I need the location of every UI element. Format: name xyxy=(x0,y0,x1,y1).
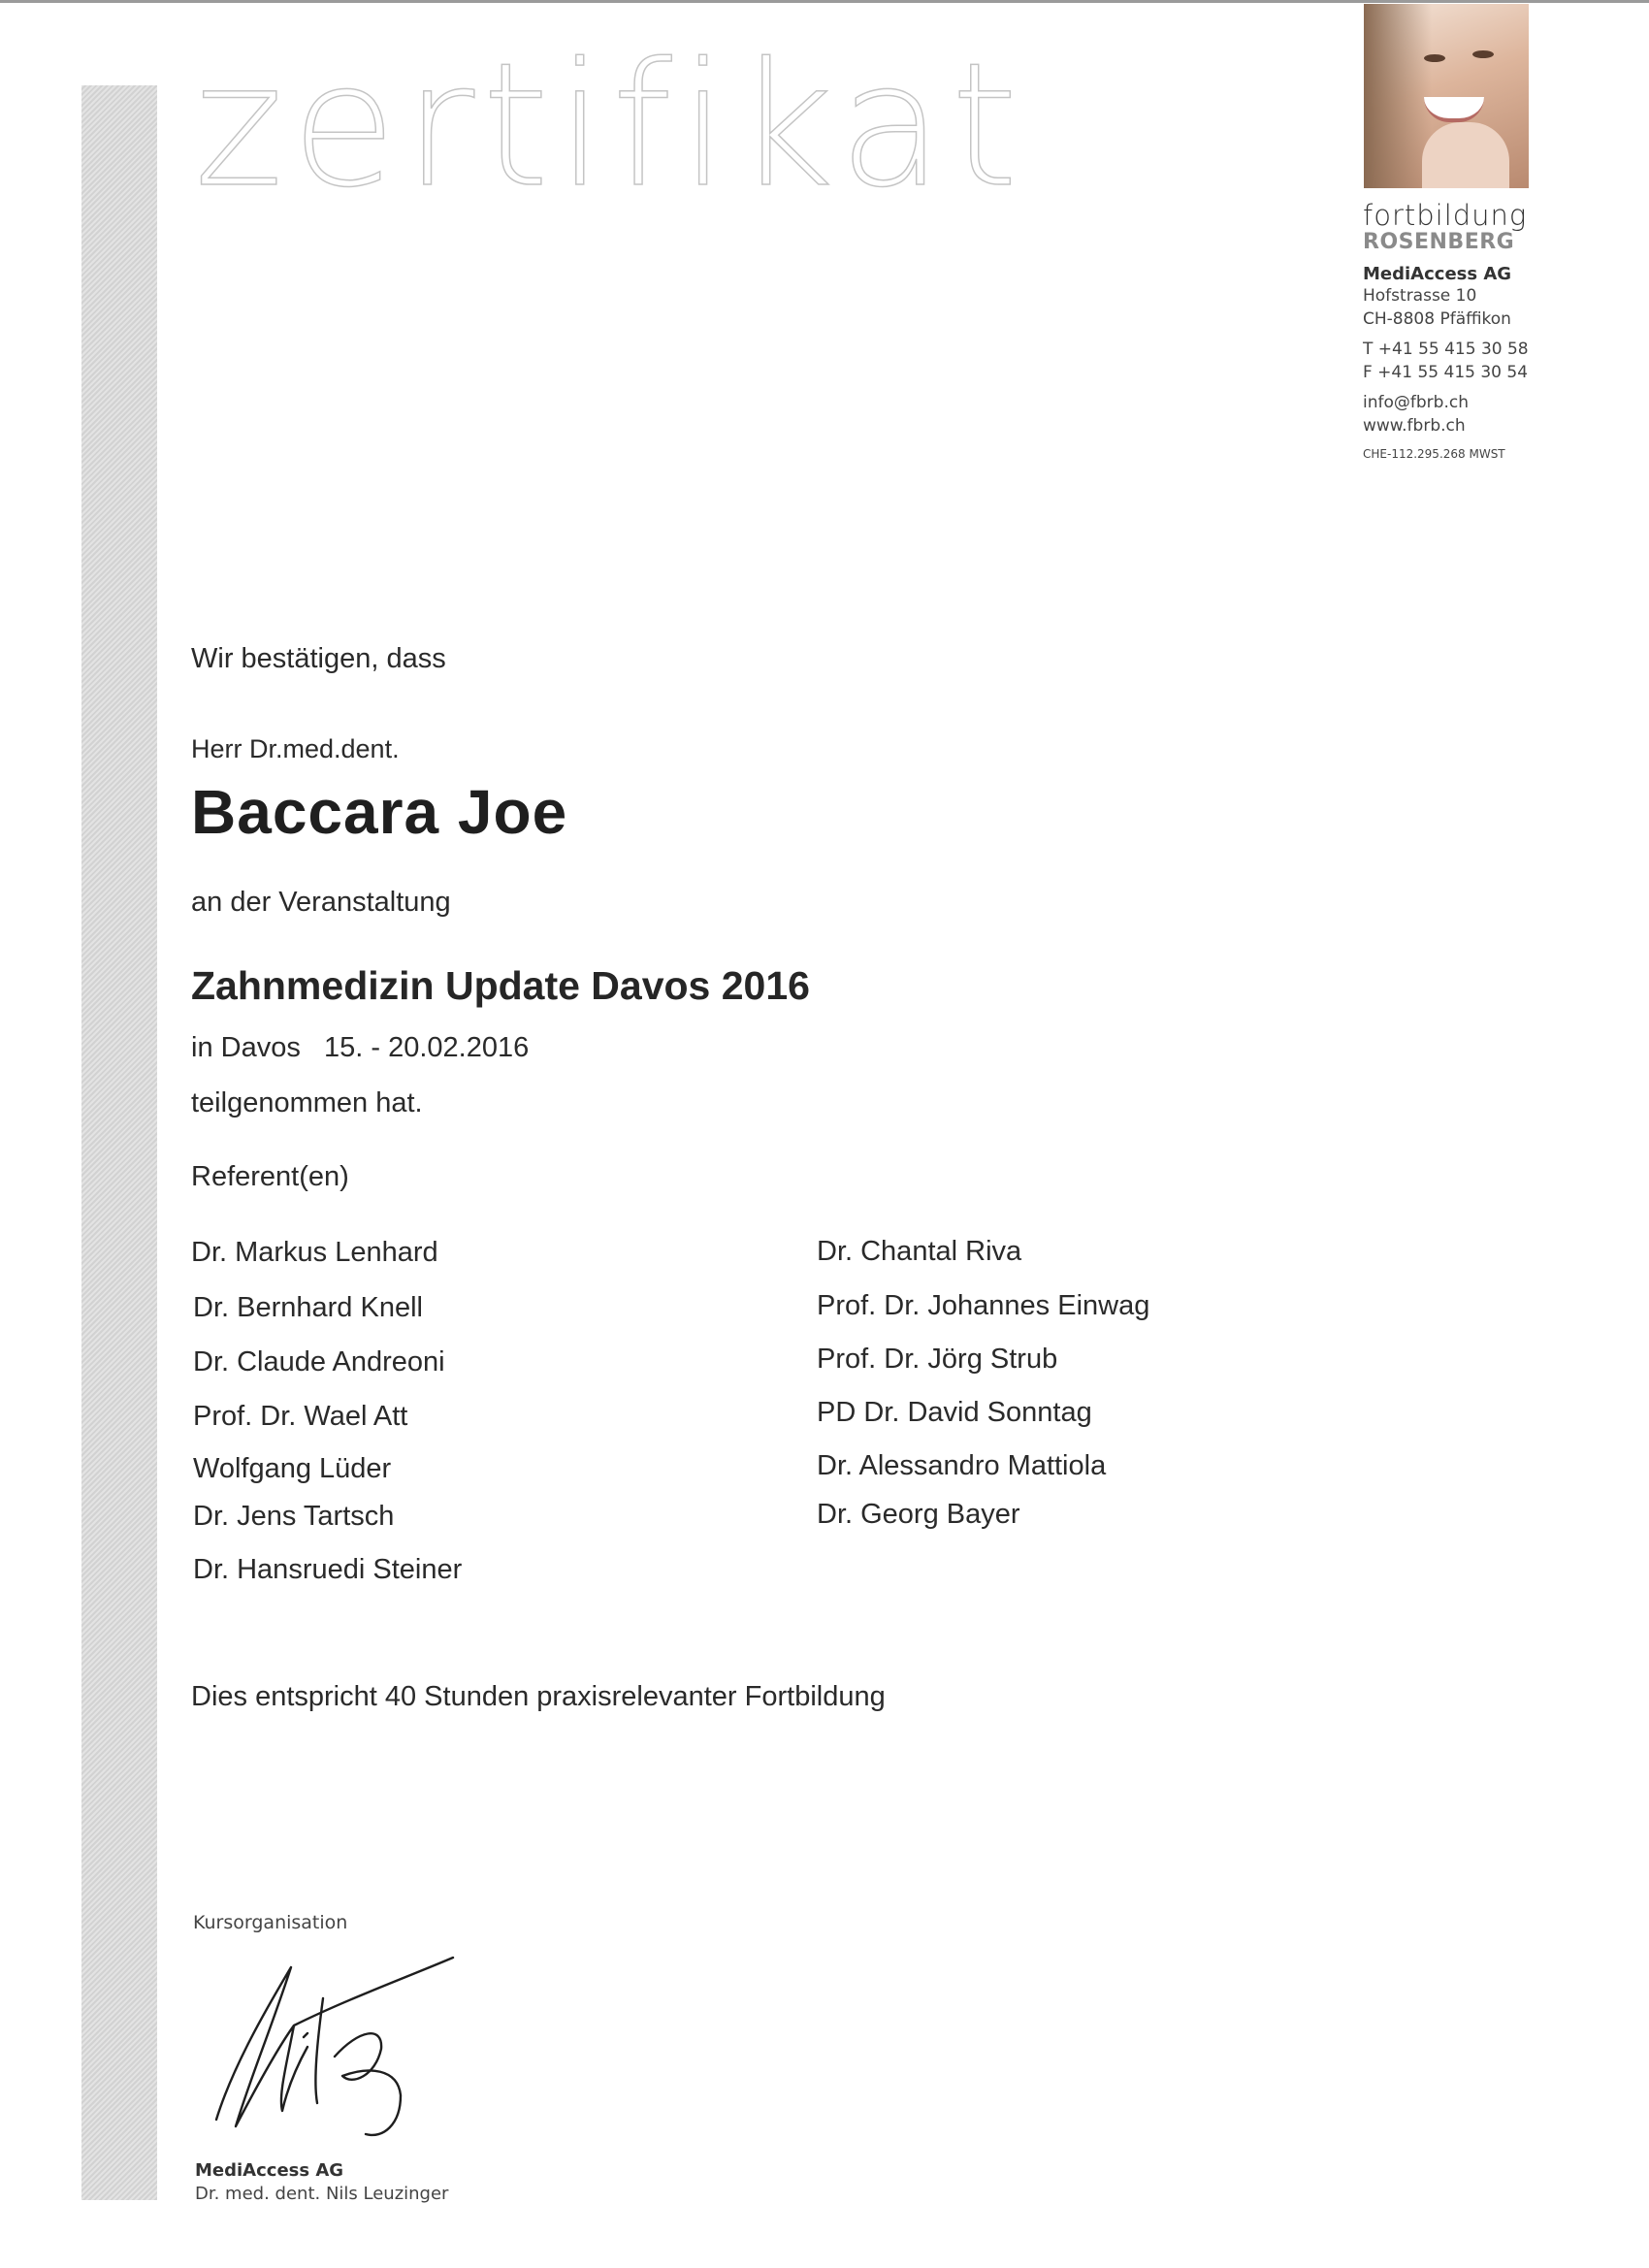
org-website: www.fbrb.ch xyxy=(1363,416,1466,437)
org-fax: F +41 55 415 30 54 xyxy=(1363,363,1529,383)
org-vat: CHE-112.295.268 MWST xyxy=(1363,447,1505,462)
organization-block xyxy=(1363,199,1557,462)
page-top-edge xyxy=(0,0,1649,3)
brand-line-2: ROSENBERG xyxy=(1363,230,1515,254)
speaker-left-7: Dr. Hansruedi Steiner xyxy=(193,1554,463,1585)
attended-text: teilgenommen hat. xyxy=(191,1087,423,1118)
org-city: CH-8808 Pfäffikon xyxy=(1363,309,1511,330)
signature-name: Dr. med. dent. Nils Leuzinger xyxy=(195,2184,449,2204)
speaker-right-5: Dr. Alessandro Mattiola xyxy=(817,1450,1107,1481)
salutation: Herr Dr.med.dent. xyxy=(191,734,400,763)
event-intro: an der Veranstaltung xyxy=(191,887,451,918)
event-dates: 15. - 20.02.2016 xyxy=(324,1032,530,1063)
org-street: Hofstrasse 10 xyxy=(1363,286,1477,307)
brand-line-1: fortbildung xyxy=(1363,199,1528,232)
speaker-left-2: Dr. Bernhard Knell xyxy=(193,1292,423,1323)
speaker-left-1: Dr. Markus Lenhard xyxy=(191,1237,438,1268)
org-email: info@fbrb.ch xyxy=(1363,393,1469,413)
speaker-right-2: Prof. Dr. Johannes Einwag xyxy=(817,1290,1150,1321)
certificate-title: zertifikat xyxy=(194,26,1026,225)
org-company: MediAccess AG xyxy=(1363,264,1512,285)
speaker-right-3: Prof. Dr. Jörg Strub xyxy=(817,1344,1058,1375)
org-phone: T +41 55 415 30 58 xyxy=(1363,340,1529,360)
event-name: Zahnmedizin Update Davos 2016 xyxy=(191,963,810,1008)
intro-text: Wir bestätigen, dass xyxy=(191,643,446,674)
speaker-right-6: Dr. Georg Bayer xyxy=(817,1499,1020,1530)
speaker-right-4: PD Dr. David Sonntag xyxy=(817,1397,1092,1428)
speaker-left-5: Wolfgang Lüder xyxy=(193,1453,392,1484)
speakers-heading: Referent(en) xyxy=(191,1161,349,1192)
decorative-side-band xyxy=(81,85,157,2200)
participant-name: Baccara Joe xyxy=(191,777,568,847)
event-location-line xyxy=(191,1032,529,1064)
speaker-left-4: Prof. Dr. Wael Att xyxy=(193,1401,408,1432)
speaker-left-3: Dr. Claude Andreoni xyxy=(193,1346,445,1377)
summary-text: Dies entspricht 40 Stunden praxisrelevanter Fortbildung xyxy=(191,1681,886,1712)
speaker-left-6: Dr. Jens Tartsch xyxy=(193,1501,395,1532)
event-location: in Davos xyxy=(191,1032,301,1063)
signature-label: Kursorganisation xyxy=(193,1912,348,1933)
signature-company: MediAccess AG xyxy=(195,2160,344,2181)
header-photo xyxy=(1364,4,1529,188)
speaker-right-1: Dr. Chantal Riva xyxy=(817,1236,1022,1267)
signature-image xyxy=(189,1940,480,2144)
